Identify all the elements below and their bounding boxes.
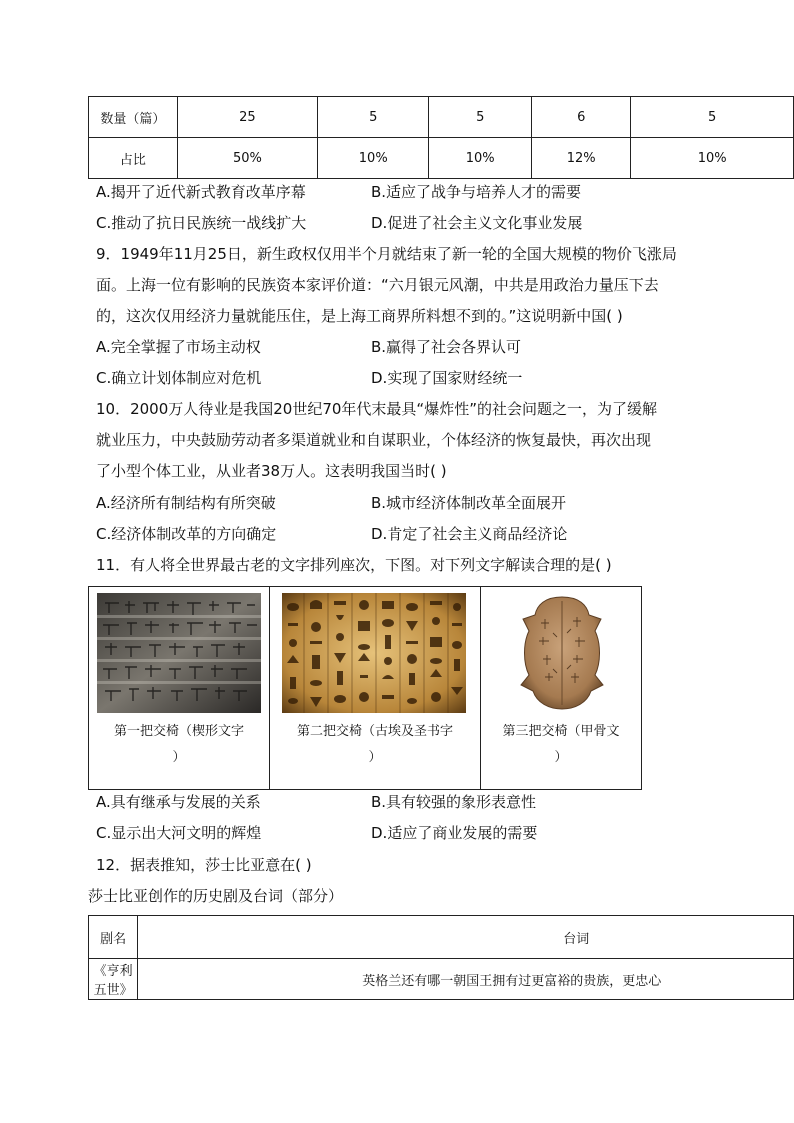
q12-stem: 12．据表推知，莎士比亚意在( ): [96, 856, 312, 874]
caption-line: 第一把交椅（楔形文字: [113, 724, 244, 739]
table-cell: 12%: [532, 138, 631, 179]
oracle-bone-image: [517, 593, 607, 713]
table-cell: 10%: [318, 138, 429, 179]
q9-stem-line-2: 面。上海一位有影响的民族资本家评价道：“六月银元风潮，中共是用政治力量压下去: [96, 276, 659, 294]
table-cell: 25: [177, 97, 317, 138]
q10-option-a[interactable]: A.经济所有制结构有所突破: [96, 494, 276, 512]
quote-cell: 英格兰还有哪一朝国王拥有过更富裕的贵族，更忠心: [138, 959, 794, 1000]
q10-stem-line-3: 了小型个体工业，从业者38万人。这表明我国当时( ): [96, 462, 447, 480]
table-row: [89, 916, 794, 959]
caption-line: 第二把交椅（古埃及圣书字: [296, 724, 453, 739]
caption-hieroglyph: [270, 719, 480, 771]
script-image-table: [88, 586, 642, 790]
q10-option-b[interactable]: B.城市经济体制改革全面展开: [371, 494, 567, 512]
column-header-lines: 台词: [138, 916, 794, 959]
table-row: [89, 97, 794, 138]
image-cell-cuneiform: [89, 587, 270, 790]
row-label-ratio: 占比: [89, 138, 178, 179]
q8-option-b[interactable]: B.适应了战争与培养人才的需要: [371, 183, 582, 201]
q9-option-c[interactable]: C.确立计划体制应对危机: [96, 369, 262, 387]
q11-stem: 11．有人将全世界最古老的文字排列座次，下图。对下列文字解读合理的是( ): [96, 556, 612, 574]
q10-stem-line-2: 就业压力，中央鼓励劳动者多渠道就业和自谋职业，个体经济的恢复最快，再次出现: [96, 431, 652, 449]
q8-option-a[interactable]: A.揭开了近代新式教育改革序幕: [96, 183, 306, 201]
q9-option-b[interactable]: B.赢得了社会各界认可: [371, 338, 522, 356]
table-cell: 5: [318, 97, 429, 138]
q9-option-d[interactable]: D.实现了国家财经统一: [371, 369, 523, 387]
play-title-cell: 《亨利五世》: [89, 959, 138, 1000]
q9-stem-line-1: 9．1949年11月25日，新生政权仅用半个月就结束了新一轮的全国大规模的物价飞涨局: [96, 245, 677, 263]
q12-table-caption: 莎士比亚创作的历史剧及台词（部分）: [88, 887, 344, 905]
shakespeare-table: [88, 915, 794, 1000]
image-cell-hieroglyph: [270, 587, 481, 790]
q11-option-b[interactable]: B.具有较强的象形表意性: [371, 793, 537, 811]
hieroglyph-panel-image: [282, 593, 466, 713]
image-cell-oracle-bone: [481, 587, 642, 790]
table-cell: 5: [631, 97, 794, 138]
caption-line: ）: [554, 750, 568, 765]
row-label-count: 数量（篇）: [89, 97, 178, 138]
table-cell: 10%: [631, 138, 794, 179]
table-cell: 10%: [429, 138, 532, 179]
q9-option-a[interactable]: A.完全掌握了市场主动权: [96, 338, 261, 356]
caption-line: 第三把交椅（甲骨文: [502, 724, 620, 739]
column-header-play: 剧名: [89, 916, 138, 959]
q11-option-c[interactable]: C.显示出大河文明的辉煌: [96, 824, 262, 842]
table-cell: 5: [429, 97, 532, 138]
table-cell: 50%: [177, 138, 317, 179]
table-cell: 6: [532, 97, 631, 138]
q11-option-a[interactable]: A.具有继承与发展的关系: [96, 793, 261, 811]
table-row: [89, 138, 794, 179]
q10-option-d[interactable]: D.肯定了社会主义商品经济论: [371, 525, 568, 543]
table-row: [89, 959, 794, 1000]
q9-stem-line-3: 的，这次仅用经济力量就能压住，是上海工商界所料想不到的。”这说明新中国( ): [96, 307, 623, 325]
caption-cuneiform: [89, 719, 269, 771]
caption-line: ）: [172, 750, 186, 765]
q8-option-d[interactable]: D.促进了社会主义文化事业发展: [371, 214, 583, 232]
stats-table: [88, 96, 794, 179]
q8-option-c[interactable]: C.推动了抗日民族统一战线扩大: [96, 214, 307, 232]
q10-option-c[interactable]: C.经济体制改革的方向确定: [96, 525, 277, 543]
q10-stem-line-1: 10．2000万人待业是我国20世纪70年代末最具“爆炸性”的社会问题之一，为了缓解: [96, 400, 657, 418]
caption-line: ）: [368, 750, 382, 765]
cuneiform-tablet-image: [97, 593, 261, 713]
caption-oracle-bone: [481, 719, 641, 771]
q11-option-d[interactable]: D.适应了商业发展的需要: [371, 824, 538, 842]
